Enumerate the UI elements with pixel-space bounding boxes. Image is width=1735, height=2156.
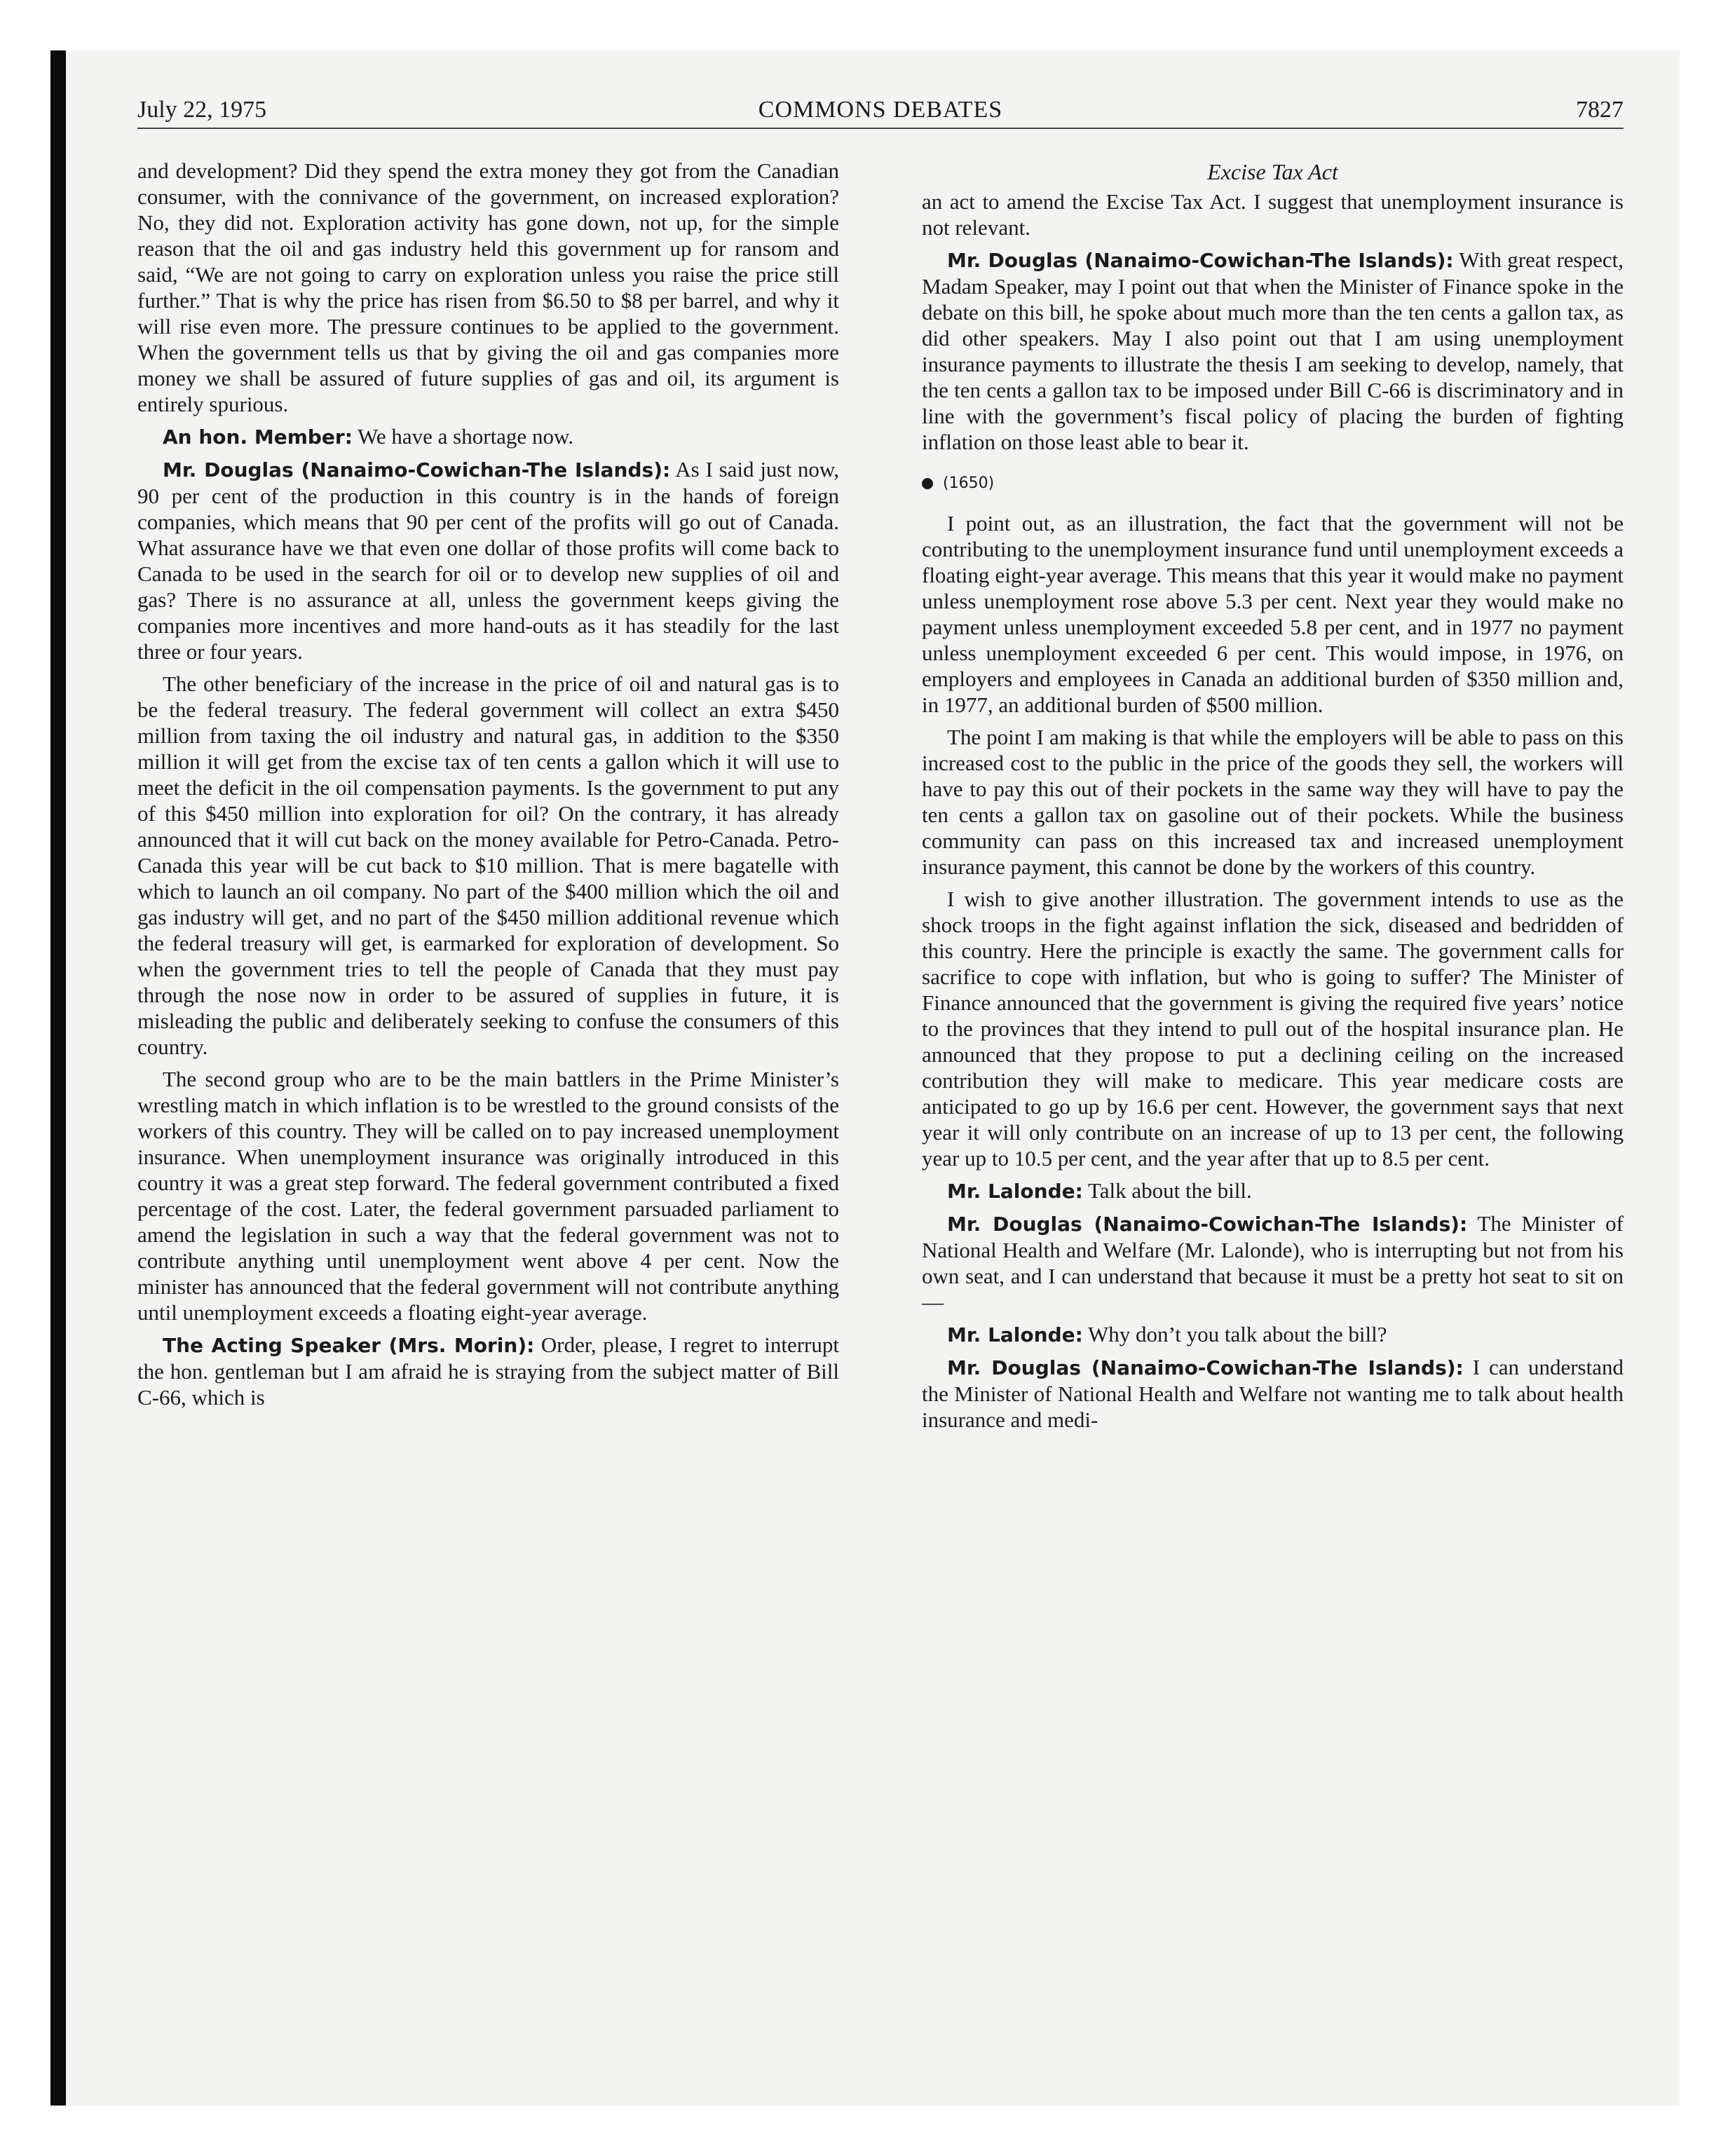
paragraph: I wish to give another illustration. The government intends to use as the shock troops in the fight against inflation the sick, diseased and bedridden of this country. Here the principle is exactly the same. The government calls for sacrifice to cope with inflation, but who is going to suffer? The Minister of Finance announced that the government is giving the required five years’ notice to the provinces that they intend to pull out of the hospital insurance plan. He announced that they propose to put a declining ceiling on the increased contribution they will make to medicare. This year medicare costs are anticipated to go up by 16.6 per cent. However, the government says that next year it will only contribute on an increase of up to 13 per cent, the following year up to 10.5 per cent, and the year after that up to 8.5 per cent. [922,887,1624,1171]
paragraph: The Acting Speaker (Mrs. Morin): Order, please, I regret to interrupt the hon. gentleman but I am afraid he is straying from the subject matter of Bill C-66, which is [137,1332,839,1410]
speaker-name: Mr. Lalonde: [947,1180,1083,1203]
speaker-name: The Acting Speaker (Mrs. Morin): [163,1334,535,1357]
paragraph: Mr. Douglas (Nanaimo-Cowichan-The Islands): As I said just now, 90 per cent of the production in this country is in the hands of foreign companies, which means that 90 per cent of the profits will go out of Canada. What assurance have we that even one dollar of those profits will come back to Canada to be used in the search for oil or to develop new supplies of oil and gas? There is no assurance at all, unless the government keeps giving the companies more incentives and more hand-outs as it has steadily for the last three or four years. [137,457,840,664]
left-column [137,158,839,1417]
header-title: COMMONS DEBATES [758,97,1003,123]
speaker-name: An hon. Member: [163,425,353,449]
running-head: Excise Tax Act [1207,159,1338,184]
paragraph: and development? Did they spend the extra money they got from the Canadian consumer, with the connivance of the government, on increased exploration? No, they did not. Exploration activity has gone down, not up, for the simple reason that the oil and gas industry held this government up for ransom and said, “We are not going to carry on exploration unless you raise the price still further.” That is why the price has risen from $6.50 to $8 per barrel, and why it will rise even more. The pressure continues to be applied to the government. When the government tells us that by giving the oil and gas companies more money we shall be assured of future supplies of gas and oil, its argument is entirely spurious. [137,158,839,416]
speaker-name: Mr. Douglas (Nanaimo-Cowichan-The Islands): [947,249,1454,272]
bullet-icon [922,478,933,489]
header-page-number: 7827 [1576,97,1624,123]
paragraph: The other beneficiary of the increase in the price of oil and natural gas is to be the federal treasury. The federal government will collect an extra $450 million from taxing the oil industry and natural gas, in addition to the $350 million it will get from the excise tax of ten cents a gallon which it will use to meet the deficit in the oil compensation payments. Is the government to put any of this $450 million into exploration for oil? On the contrary, it has already announced that it will cut back on the money available for Petro-Canada. Petro-Canada this year will be cut back to $10 million. That is mere bagatelle with which to launch an oil company. No part of the $400 million which the oil and gas industry will get, and no part of the $450 million additional revenue which the federal treasury will get, is earmarked for exploration of development. So when the government tries to tell the people of Canada that they must pay through the nose now in order to be assured of supplies in future, it is misleading the public and deliberately seeking to confuse the consumers of this country. [137,671,839,1059]
page-header [137,93,1624,129]
paragraph: an act to amend the Excise Tax Act. I suggest that unemployment insurance is not relevant. [922,189,1624,240]
paragraph: Mr. Lalonde: Talk about the bill. [947,1178,1252,1203]
paragraph: An hon. Member: We have a shortage now. [163,424,574,449]
paragraph: Mr. Douglas (Nanaimo-Cowichan-The Islands): The Minister of National Health and Welfare (Mr. Lalonde), who is interrupting but not from his own seat, and I can understand that because it must be a pretty hot seat to sit on— [922,1211,1624,1314]
time-marker: (1650) [922,470,1624,496]
speaker-name: Mr. Lalonde: [947,1323,1083,1346]
paragraph: The point I am making is that while the employers will be able to pass on this increased cost to the public in the price of the goods they sell, the workers will have to pay this out of their pockets in the same way they will have to pay the ten cents a gallon tax on gasoline out of their pockets. While the business community can pass on this increased tax and increased unemployment insurance payment, this cannot be done by the workers of this country. [922,725,1624,879]
speaker-name: Mr. Douglas (Nanaimo-Cowichan-The Islands): [947,1356,1464,1379]
paragraph: Mr. Douglas (Nanaimo-Cowichan-The Islands): With great respect, Madam Speaker, may I point out that when the Minister of Finance spoke in the debate on this bill, he spoke about much more than the ten cents a gallon tax, as did other speakers. May I also point out that I am using unemployment insurance payments to illustrate the thesis I am seeking to develop, namely, that the ten cents a gallon tax to be imposed under Bill C-66 is discriminatory and in line with the government’s fiscal policy of placing the burden of fighting inflation on those least able to bear it. [922,247,1624,454]
paragraph: Mr. Douglas (Nanaimo-Cowichan-The Islands): I can understand the Minister of National Health and Welfare not wanting me to talk about health insurance and medi- [922,1355,1624,1432]
scan-edge-shadow [50,50,66,2106]
paragraph: The second group who are to be the main battlers in the Prime Minister’s wrestling match in which inflation is to be wrestled to the ground consists of the workers of this country. They will be called on to pay increased unemployment insurance. When unemployment insurance was originally introduced in this country it was a great step forward. The federal government contributed a fixed percentage of the cost. Later, the federal government parsuaded parliament to amend the legislation in such a way that the federal government was not to contribute anything until unemployment went above 4 per cent. Now the minister has announced that the federal government will not contribute anything until unemployment exceeds a floating eight-year average. [137,1067,839,1325]
paragraph: Mr. Lalonde: Why don’t you talk about the bill? [947,1322,1387,1346]
right-column [922,158,1624,1439]
paragraph: I point out, as an illustration, the fact that the government will not be contributing to the unemployment insurance fund until unemployment exceeds a floating eight-year average. This means that this year it would make no payment unless unemployment rose above 5.3 per cent. Next year they would make no payment unless unemployment exceeded 5.8 per cent, and in 1977 no payment unless unemployment exceeded 6 per cent. This would impose, in 1976, on employers and employees in Canada an additional burden of $350 million and, in 1977, an additional burden of $500 million. [922,511,1624,717]
speaker-name: Mr. Douglas (Nanaimo-Cowichan-The Islands): [163,458,671,482]
header-date: July 22, 1975 [137,97,267,123]
speaker-name: Mr. Douglas (Nanaimo-Cowichan-The Islands): [947,1213,1468,1236]
